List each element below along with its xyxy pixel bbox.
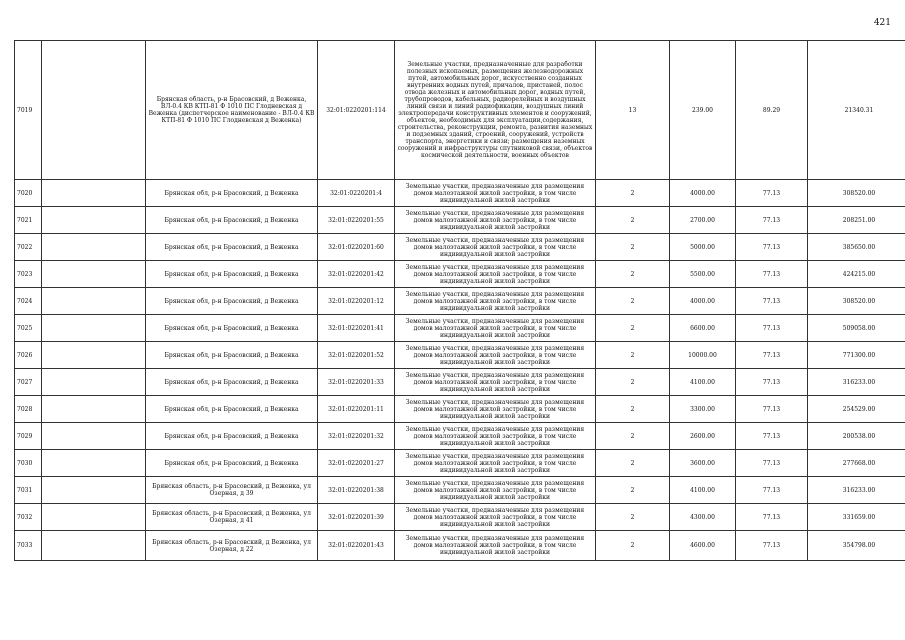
area-cell: 4100.00 bbox=[670, 369, 736, 396]
spacer-cell bbox=[42, 207, 146, 234]
row-number-cell: 7021 bbox=[15, 207, 42, 234]
specific-value-cell: 77.13 bbox=[736, 234, 808, 261]
table-row bbox=[15, 423, 905, 450]
cadastral-number-cell: 32:01:0220201:4 bbox=[318, 180, 395, 207]
cadastral-number-cell: 32:01:0220201:39 bbox=[318, 504, 395, 531]
use-code-cell: 2 bbox=[596, 396, 670, 423]
spacer-cell bbox=[42, 234, 146, 261]
row-number-cell: 7030 bbox=[15, 450, 42, 477]
land-use-cell: Земельные участки, предназначенные для размещения домов малоэтажной жилой застройки, в том числе индивидуальной жилой застройки bbox=[395, 288, 596, 315]
cadastral-number-cell: 32:01:0220201:52 bbox=[318, 342, 395, 369]
cadastral-number-cell: 32:01:0220201:42 bbox=[318, 261, 395, 288]
table-row bbox=[15, 180, 905, 207]
spacer-cell bbox=[42, 288, 146, 315]
use-code-cell: 13 bbox=[596, 41, 670, 180]
use-code-cell: 2 bbox=[596, 288, 670, 315]
row-number-cell: 7031 bbox=[15, 477, 42, 504]
use-code-cell: 2 bbox=[596, 261, 670, 288]
land-use-cell: Земельные участки, предназначенные для размещения домов малоэтажной жилой застройки, в том числе индивидуальной жилой застройки bbox=[395, 315, 596, 342]
row-number-cell: 7028 bbox=[15, 396, 42, 423]
cadastral-value-cell: 308520.00 bbox=[808, 288, 905, 315]
cadastral-value-cell: 21340.31 bbox=[808, 41, 905, 180]
land-use-cell: Земельные участки, предназначенные для размещения домов малоэтажной жилой застройки, в том числе индивидуальной жилой застройки bbox=[395, 504, 596, 531]
cadastral-number-cell: 32:01:0220201:33 bbox=[318, 369, 395, 396]
cadastral-number-cell: 32:01:0220201:27 bbox=[318, 450, 395, 477]
area-cell: 3300.00 bbox=[670, 396, 736, 423]
area-cell: 2700.00 bbox=[670, 207, 736, 234]
spacer-cell bbox=[42, 261, 146, 288]
address-cell: Брянская обл, р-н Брасовский, д Веженка bbox=[146, 369, 318, 396]
cadastral-number-cell: 32:01:0220201:12 bbox=[318, 288, 395, 315]
address-cell: Брянская обл, р-н Брасовский, д Веженка bbox=[146, 342, 318, 369]
row-number-cell: 7032 bbox=[15, 504, 42, 531]
land-use-cell: Земельные участки, предназначенные для размещения домов малоэтажной жилой застройки, в том числе индивидуальной жилой застройки bbox=[395, 342, 596, 369]
specific-value-cell: 77.13 bbox=[736, 396, 808, 423]
area-cell: 239.00 bbox=[670, 41, 736, 180]
area-cell: 5000.00 bbox=[670, 234, 736, 261]
cadastral-value-cell: 316233.00 bbox=[808, 477, 905, 504]
specific-value-cell: 77.13 bbox=[736, 288, 808, 315]
page-number: 421 bbox=[873, 18, 891, 28]
table-row bbox=[15, 531, 905, 561]
table-row bbox=[15, 342, 905, 369]
address-cell: Брянская область, р-н Брасовский, д Веженка, ул Озерная, д 22 bbox=[146, 531, 318, 561]
address-cell: Брянская область, р-н Брасовский, д Веженка, ВЛ-0.4 КВ КТП-81 Ф 1010 ПС Глодневская д Веженка (диспетчерское наименование - ВЛ-0.4 КВ КТП-81 Ф 1010 ПС Глодневская д Веженка) bbox=[146, 41, 318, 180]
land-use-cell: Земельные участки, предназначенные для размещения домов малоэтажной жилой застройки, в том числе индивидуальной жилой застройки bbox=[395, 450, 596, 477]
cadastral-value-cell: 509058.00 bbox=[808, 315, 905, 342]
area-cell: 4000.00 bbox=[670, 288, 736, 315]
specific-value-cell: 77.13 bbox=[736, 261, 808, 288]
table-body bbox=[15, 41, 905, 561]
cadastral-value-cell: 771300.00 bbox=[808, 342, 905, 369]
cadastral-number-cell: 32:01:0220201:11 bbox=[318, 396, 395, 423]
specific-value-cell: 77.13 bbox=[736, 315, 808, 342]
row-number-cell: 7027 bbox=[15, 369, 42, 396]
row-number-cell: 7023 bbox=[15, 261, 42, 288]
row-number-cell: 7022 bbox=[15, 234, 42, 261]
area-cell: 4600.00 bbox=[670, 531, 736, 561]
cadastral-value-cell: 200538.00 bbox=[808, 423, 905, 450]
land-use-cell: Земельные участки, предназначенные для размещения домов малоэтажной жилой застройки, в том числе индивидуальной жилой застройки bbox=[395, 477, 596, 504]
cadastral-number-cell: 32:01:0220201:43 bbox=[318, 531, 395, 561]
land-use-cell: Земельные участки, предназначенные для размещения домов малоэтажной жилой застройки, в том числе индивидуальной жилой застройки bbox=[395, 261, 596, 288]
cadastral-value-cell: 331659.00 bbox=[808, 504, 905, 531]
area-cell: 3600.00 bbox=[670, 450, 736, 477]
spacer-cell bbox=[42, 423, 146, 450]
use-code-cell: 2 bbox=[596, 234, 670, 261]
cadastral-number-cell: 32:01:0220201:60 bbox=[318, 234, 395, 261]
cadastral-value-table bbox=[14, 40, 905, 561]
spacer-cell bbox=[42, 504, 146, 531]
specific-value-cell: 77.13 bbox=[736, 504, 808, 531]
specific-value-cell: 77.13 bbox=[736, 180, 808, 207]
use-code-cell: 2 bbox=[596, 315, 670, 342]
area-cell: 6600.00 bbox=[670, 315, 736, 342]
land-use-cell: Земельные участки, предназначенные для размещения домов малоэтажной жилой застройки, в том числе индивидуальной жилой застройки bbox=[395, 369, 596, 396]
spacer-cell bbox=[42, 342, 146, 369]
use-code-cell: 2 bbox=[596, 423, 670, 450]
address-cell: Брянская обл, р-н Брасовский, д Веженка bbox=[146, 261, 318, 288]
row-number-cell: 7026 bbox=[15, 342, 42, 369]
address-cell: Брянская обл, р-н Брасовский, д Веженка bbox=[146, 180, 318, 207]
land-use-cell: Земельные участки, предназначенные для размещения домов малоэтажной жилой застройки, в том числе индивидуальной жилой застройки bbox=[395, 234, 596, 261]
table-row bbox=[15, 396, 905, 423]
row-number-cell: 7020 bbox=[15, 180, 42, 207]
specific-value-cell: 89.29 bbox=[736, 41, 808, 180]
cadastral-number-cell: 32:01:0220201:114 bbox=[318, 41, 395, 180]
specific-value-cell: 77.13 bbox=[736, 477, 808, 504]
cadastral-number-cell: 32:01:0220201:38 bbox=[318, 477, 395, 504]
cadastral-number-cell: 32:01:0220201:55 bbox=[318, 207, 395, 234]
area-cell: 2600.00 bbox=[670, 423, 736, 450]
row-number-cell: 7033 bbox=[15, 531, 42, 561]
specific-value-cell: 77.13 bbox=[736, 207, 808, 234]
use-code-cell: 2 bbox=[596, 180, 670, 207]
address-cell: Брянская область, р-н Брасовский, д Веженка, ул Озерная, д 39 bbox=[146, 477, 318, 504]
table-row bbox=[15, 369, 905, 396]
address-cell: Брянская обл, р-н Брасовский, д Веженка bbox=[146, 315, 318, 342]
table-row bbox=[15, 450, 905, 477]
cadastral-value-cell: 308520.00 bbox=[808, 180, 905, 207]
use-code-cell: 2 bbox=[596, 504, 670, 531]
area-cell: 4000.00 bbox=[670, 180, 736, 207]
table-row bbox=[15, 315, 905, 342]
spacer-cell bbox=[42, 41, 146, 180]
address-cell: Брянская обл, р-н Брасовский, д Веженка bbox=[146, 396, 318, 423]
cadastral-value-cell: 385650.00 bbox=[808, 234, 905, 261]
use-code-cell: 2 bbox=[596, 450, 670, 477]
cadastral-number-cell: 32:01:0220201:32 bbox=[318, 423, 395, 450]
cadastral-number-cell: 32:01:0220201:41 bbox=[318, 315, 395, 342]
table-row bbox=[15, 504, 905, 531]
address-cell: Брянская обл, р-н Брасовский, д Веженка bbox=[146, 234, 318, 261]
land-use-cell: Земельные участки, предназначенные для разработки полезных ископаемых, размещения железнодорожных путей, автомобильных дорог, искусственно созданных внутренних водных путей, причалов, пристаней, полос отвода железных и автомобильных дорог, водных путей, трубопроводов, кабельных, радиорелейных и воздушных линий связи и линий радиофикации, воздушных линий электропередачи конструктивных элементов и сооружений, объектов, необходимых для эксплуатации,содержания, строительства, реконструкции, ремонта, развития наземных и подземных зданий, строений, сооружений, устройств транспорта, энергетики и связи; размещения наземных сооружений и инфраструктуры спутниковой связи, объектов космической деятельности, военных объектов bbox=[395, 41, 596, 180]
cadastral-value-cell: 424215.00 bbox=[808, 261, 905, 288]
row-number-cell: 7029 bbox=[15, 423, 42, 450]
address-cell: Брянская обл, р-н Брасовский, д Веженка bbox=[146, 450, 318, 477]
use-code-cell: 2 bbox=[596, 477, 670, 504]
cadastral-value-cell: 254529.00 bbox=[808, 396, 905, 423]
cadastral-value-cell: 354798.00 bbox=[808, 531, 905, 561]
row-number-cell: 7024 bbox=[15, 288, 42, 315]
specific-value-cell: 77.13 bbox=[736, 450, 808, 477]
spacer-cell bbox=[42, 450, 146, 477]
area-cell: 10000.00 bbox=[670, 342, 736, 369]
spacer-cell bbox=[42, 180, 146, 207]
land-use-cell: Земельные участки, предназначенные для размещения домов малоэтажной жилой застройки, в том числе индивидуальной жилой застройки bbox=[395, 396, 596, 423]
cadastral-value-cell: 316233.00 bbox=[808, 369, 905, 396]
use-code-cell: 2 bbox=[596, 531, 670, 561]
table-row bbox=[15, 207, 905, 234]
use-code-cell: 2 bbox=[596, 342, 670, 369]
cadastral-value-cell: 277668.00 bbox=[808, 450, 905, 477]
area-cell: 4300.00 bbox=[670, 504, 736, 531]
table-row bbox=[15, 261, 905, 288]
cadastral-value-cell: 208251.00 bbox=[808, 207, 905, 234]
address-cell: Брянская обл, р-н Брасовский, д Веженка bbox=[146, 288, 318, 315]
specific-value-cell: 77.13 bbox=[736, 423, 808, 450]
spacer-cell bbox=[42, 396, 146, 423]
specific-value-cell: 77.13 bbox=[736, 531, 808, 561]
row-number-cell: 7019 bbox=[15, 41, 42, 180]
table-row bbox=[15, 477, 905, 504]
address-cell: Брянская область, р-н Брасовский, д Веженка, ул Озерная, д 41 bbox=[146, 504, 318, 531]
land-use-cell: Земельные участки, предназначенные для размещения домов малоэтажной жилой застройки, в том числе индивидуальной жилой застройки bbox=[395, 531, 596, 561]
row-number-cell: 7025 bbox=[15, 315, 42, 342]
land-use-cell: Земельные участки, предназначенные для размещения домов малоэтажной жилой застройки, в том числе индивидуальной жилой застройки bbox=[395, 207, 596, 234]
area-cell: 5500.00 bbox=[670, 261, 736, 288]
area-cell: 4100.00 bbox=[670, 477, 736, 504]
spacer-cell bbox=[42, 315, 146, 342]
use-code-cell: 2 bbox=[596, 207, 670, 234]
spacer-cell bbox=[42, 369, 146, 396]
address-cell: Брянская обл, р-н Брасовский, д Веженка bbox=[146, 207, 318, 234]
use-code-cell: 2 bbox=[596, 369, 670, 396]
spacer-cell bbox=[42, 531, 146, 561]
table-row bbox=[15, 288, 905, 315]
land-use-cell: Земельные участки, предназначенные для размещения домов малоэтажной жилой застройки, в том числе индивидуальной жилой застройки bbox=[395, 180, 596, 207]
land-use-cell: Земельные участки, предназначенные для размещения домов малоэтажной жилой застройки, в том числе индивидуальной жилой застройки bbox=[395, 423, 596, 450]
specific-value-cell: 77.13 bbox=[736, 342, 808, 369]
spacer-cell bbox=[42, 477, 146, 504]
address-cell: Брянская обл, р-н Брасовский, д Веженка bbox=[146, 423, 318, 450]
table-row bbox=[15, 41, 905, 180]
specific-value-cell: 77.13 bbox=[736, 369, 808, 396]
table-row bbox=[15, 234, 905, 261]
